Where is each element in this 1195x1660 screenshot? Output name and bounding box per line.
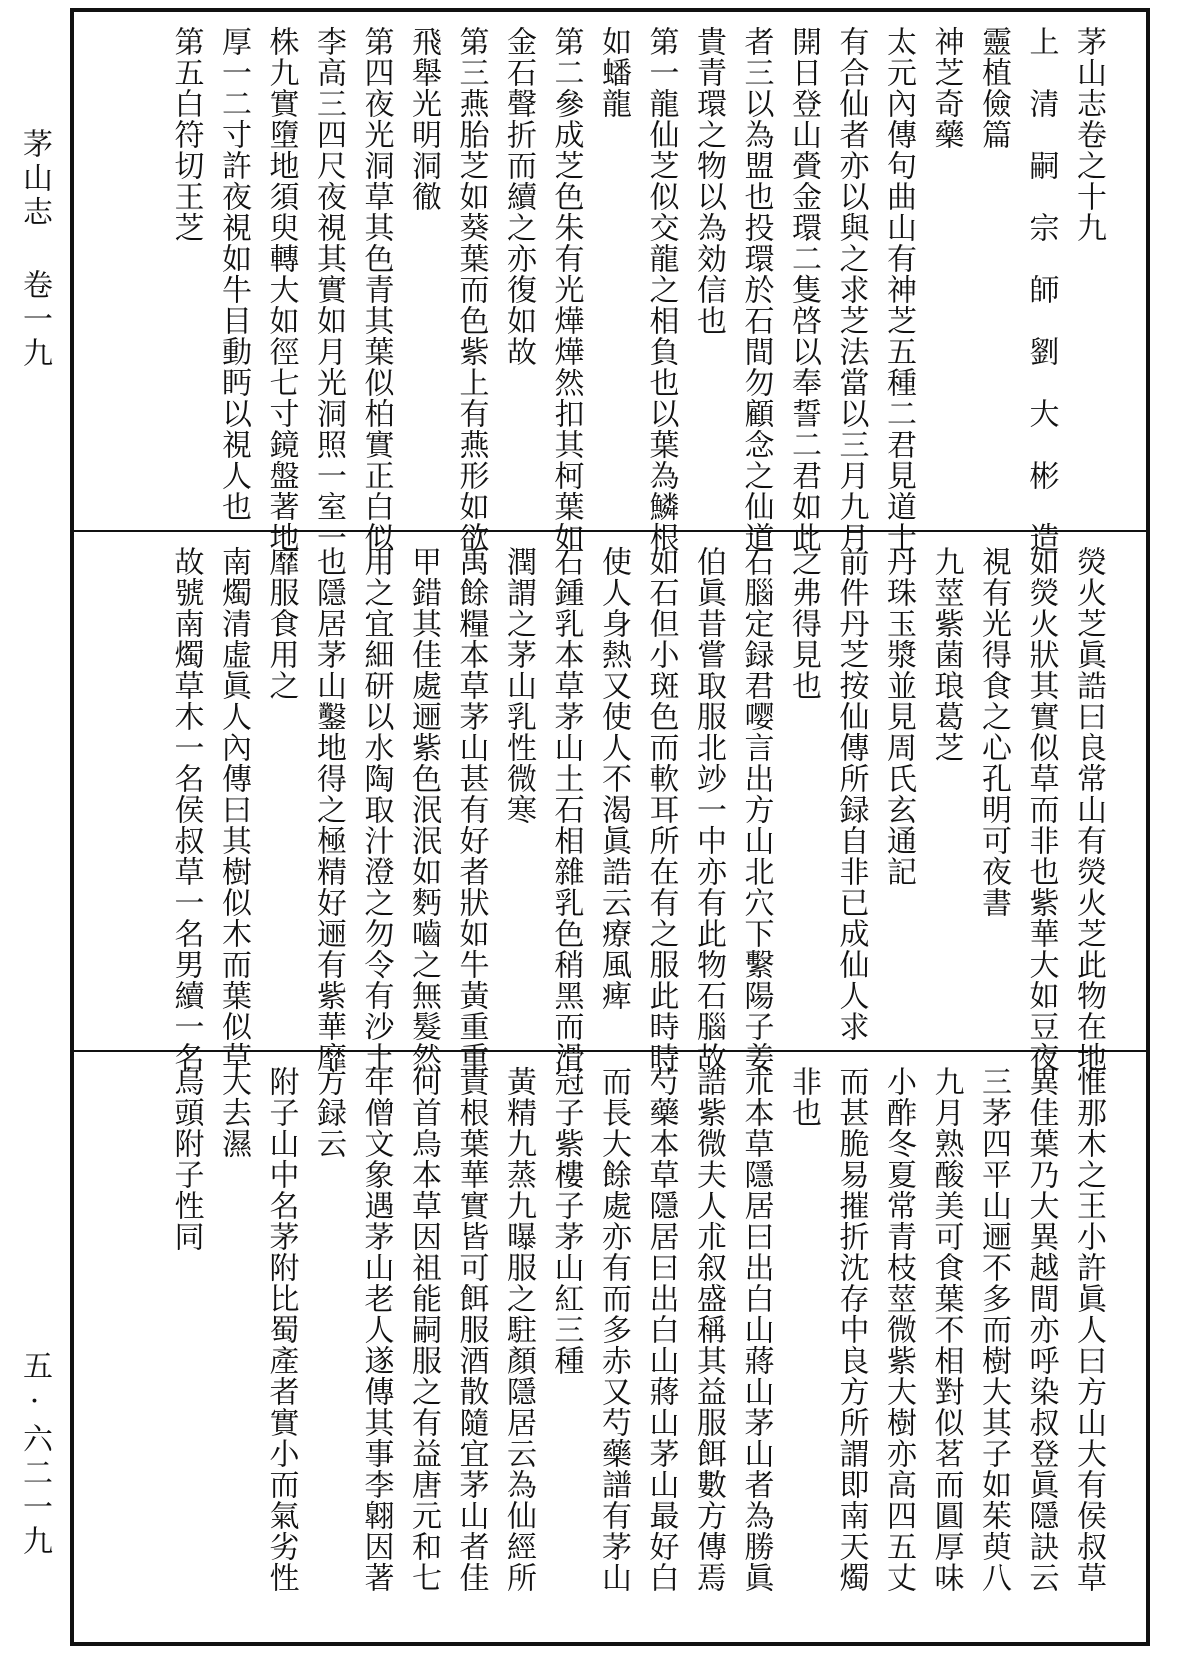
- text-column: 第五白符切王芝: [168, 26, 204, 243]
- text-column: 潤謂之茅山乳性微寒: [501, 546, 536, 825]
- text-column: 非也: [786, 1066, 821, 1128]
- text-column: 芍藥本草隱居曰出白山蔣山茅山最好白: [643, 1066, 679, 1593]
- text-column: 貴青環之物以為効信也: [691, 26, 726, 336]
- text-column: 太元內傳句曲山有神芝五種二君見道士: [881, 26, 916, 553]
- text-column: 而甚脆易摧折沈存中良方所謂即南天燭: [833, 1066, 869, 1593]
- text-column: 九莖紫菌琅葛芝: [928, 546, 964, 763]
- text-column: 上 清 嗣 宗 師 劉 大 彬 造: [1023, 26, 1059, 553]
- text-column: 前件丹芝按仙傳所録自非已成仙人求: [833, 546, 869, 1042]
- text-column: 者三以為盟也投環於石間勿顧念之仙道: [738, 26, 774, 553]
- text-column: 使人身熱又使人不渴眞誥云療風痺: [596, 546, 631, 1011]
- text-column: 如蟠龍: [596, 26, 631, 119]
- section-divider: [74, 530, 1146, 532]
- text-column: 第二參成芝色朱有光燁燁然扣其柯葉如: [548, 26, 584, 553]
- text-column: 開日登山賫金環二隻啓以奉誓二君如此: [786, 26, 821, 553]
- text-column: 金石聲折而續之亦復如故: [501, 26, 536, 367]
- text-column: 禹餘糧本草茅山甚有好者狀如牛黃重重: [453, 546, 489, 1073]
- text-column: 第一龍仙芝似交龍之相負也以葉為鱗根: [643, 26, 679, 553]
- text-column: 而長大餘處亦有而多赤又芍藥譜有茅山: [596, 1066, 631, 1593]
- text-column: 靈植儉篇: [976, 26, 1011, 150]
- text-column: 石腦定録君嘤言出方山北穴下繫陽子姜: [738, 546, 774, 1073]
- text-column: 冠子紫樓子茅山紅三種: [548, 1066, 584, 1376]
- text-column: 黃精九蒸九曝服之駐顏隱居云為仙經所: [501, 1066, 536, 1593]
- page-frame: [70, 8, 1150, 1646]
- text-column: 視有光得食之心孔明可夜書: [976, 546, 1011, 918]
- text-column: 烏頭附子性同: [168, 1066, 204, 1252]
- text-column: 惟那木之王小許眞人曰方山大有侯叔草: [1071, 1066, 1106, 1593]
- text-column: 甲錯其佳處逦紫色泯泯如麪嚙之無髮然: [406, 546, 441, 1073]
- margin-page-number: 五·六二一九: [17, 1350, 52, 1559]
- text-column: 茅山志卷之十九: [1071, 26, 1106, 243]
- text-column: 附子山中名茅附比蜀產者實小而氣劣性: [263, 1066, 299, 1593]
- text-column: 年僧文象遇茅山老人遂傳其事李翺因著: [358, 1066, 394, 1593]
- text-column: 也隱居茅山鑿地得之極精好逦有紫華靡: [311, 546, 346, 1073]
- text-column: 大去濕: [216, 1066, 251, 1159]
- text-column: 有合仙者亦以與之求芝法當以三月九月: [833, 26, 869, 553]
- text-column: 三茅四平山逦不多而樹大其子如茱萸八: [976, 1066, 1011, 1593]
- text-column: 石鍾乳本草茅山土石相雜乳色稍黑而滑: [548, 546, 584, 1073]
- text-column: 第三燕胎芝如葵葉而色紫上有燕形如欲: [453, 26, 489, 553]
- text-column: 用之宜細研以水陶取汁澄之勿令有沙土: [358, 546, 394, 1073]
- text-column: 株九實墮地須臾轉大如徑七寸鏡盤著地: [263, 26, 299, 553]
- text-column: 貴根葉華實皆可餌服酒散隨宜茅山者佳: [453, 1066, 489, 1593]
- text-column: 小酢冬夏常青枝莖微紫大樹亦高四五丈: [881, 1066, 916, 1593]
- text-column: 如石但小斑色而軟耳所在有之服此時時: [643, 546, 679, 1073]
- text-column: 故號南燭草木一名侯叔草一名男續一名: [168, 546, 204, 1073]
- text-column: 如熒火狀其實似草而非也紫華大如豆夜: [1023, 546, 1059, 1073]
- text-column: 伯眞昔嘗取服北竗一中亦有此物石腦故: [691, 546, 726, 1073]
- text-column: 熒火芝眞誥曰良常山有熒火芝此物在地: [1071, 546, 1106, 1073]
- margin-title: 茅山志 卷一九: [17, 128, 52, 371]
- text-column: 李高三四尺夜視其實如月光洞照一室一: [311, 26, 346, 553]
- text-column: 九月熟酸美可食葉不相對似茗而圓厚味: [928, 1066, 964, 1593]
- text-column: 何首烏本草因祖能嗣服之有益唐元和七: [406, 1066, 441, 1593]
- text-column: 丹珠玉漿並見周氏玄通記: [881, 546, 916, 887]
- text-column: 朮本草隱居曰出白山蔣山茅山者為勝眞: [738, 1066, 774, 1593]
- text-column: 靡服食用之: [263, 546, 299, 701]
- text-column: 之弗得見也: [786, 546, 821, 701]
- text-column: 異佳葉乃大異越間亦呼染叔登眞隱訣云: [1023, 1066, 1059, 1593]
- text-column: 厚一二寸許夜視如牛目動眄以視人也: [216, 26, 251, 522]
- text-column: 方録云: [311, 1066, 346, 1159]
- text-column: 南燭清虛眞人內傳曰其樹似木而葉似草: [216, 546, 251, 1073]
- text-column: 神芝奇藥: [928, 26, 964, 150]
- text-column: 誥紫微夫人朮叙盛稱其益服餌數方傳焉: [691, 1066, 726, 1593]
- text-column: 飛舉光明洞徹: [406, 26, 441, 212]
- text-column: 第四夜光洞草其色青其葉似柏實正白似: [358, 26, 394, 553]
